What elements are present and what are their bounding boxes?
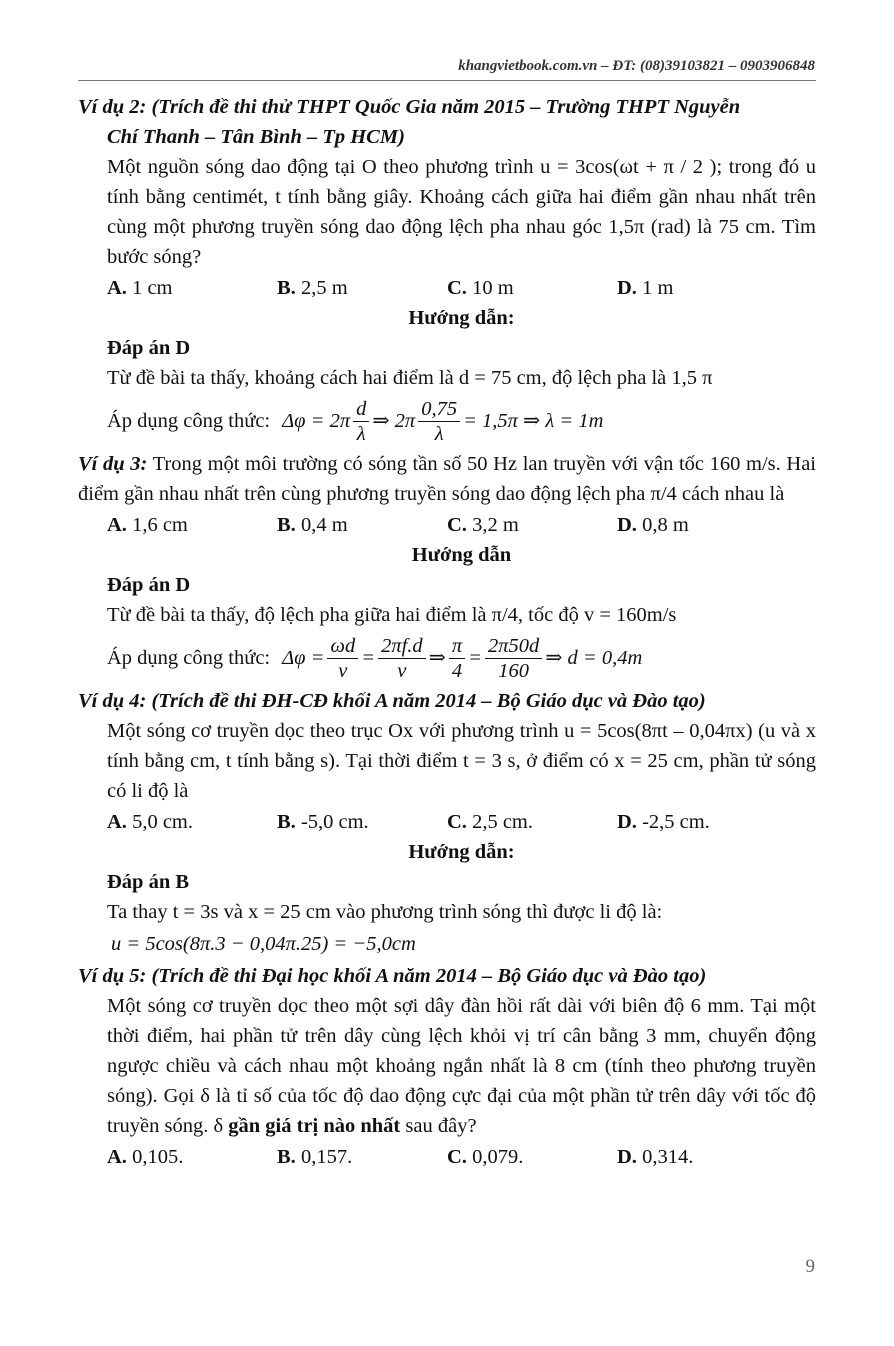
formula-part: = — [361, 647, 376, 669]
example-2-formula — [78, 393, 816, 449]
formula-part: Δφ = 2π — [282, 410, 351, 432]
formula-part: ⇒ — [428, 647, 446, 669]
formula-part: = — [468, 647, 482, 669]
emphasis-text: gần giá trị nào nhất — [228, 1115, 401, 1137]
example-4-formula: u = 5cos(8π.3 − 0,04π.25) = −5,0cm — [111, 933, 416, 955]
example-2-explanation: Từ đề bài ta thấy, khoảng cách hai điểm là d = 75 cm, độ lệch pha là 1,5 π — [107, 367, 713, 389]
fraction: $\frac{2\pi 50d}{160}$ — [485, 634, 542, 683]
option-d: D. -2,5 cm. — [617, 811, 710, 833]
option-c: C. 10 m — [447, 277, 514, 299]
example-4-body: Một sóng cơ truyền dọc theo trục Ox với phương trình u = 5cos(8πt – 0,04πx) (u và x tính bằng cm, t tính bằng s). Tại thời điểm t = 3 s, ở điểm có x = 25 cm, phần tử sóng có li độ là — [107, 720, 816, 802]
example-3-explanation: Từ đề bài ta thấy, độ lệch pha giữa hai điểm là π/4, tốc độ v = 160m/s — [107, 604, 677, 626]
page-number: 9 — [805, 1256, 815, 1277]
example-5-title: Ví dụ 5: (Trích đề thi Đại học khối A năm 2014 – Bộ Giáo dục và Đào tạo) — [78, 965, 707, 987]
page-header: khangvietbook.com.vn – ĐT: (08)39103821 – 0903906848 — [458, 58, 815, 74]
option-b: B. 0,157. — [277, 1146, 353, 1168]
example-2-guide-heading: Hướng dẫn: — [408, 307, 515, 329]
example-4-guide-heading: Hướng dẫn: — [408, 841, 515, 863]
formula-part: ⇒ 2π — [372, 410, 416, 432]
option-c: C. 0,079. — [447, 1146, 524, 1168]
example-2-body: Một nguồn sóng dao động tại O theo phương trình u = 3cos(ωt + π / 2 ); trong đó u tính bằng centimét, t tính bằng giây. Khoảng cách giữa hai điểm gần nhau nhất trên cùng một phương truyền sóng dao động lệch pha nhau góc 1,5π (rad) là 75 cm. Tìm bước sóng? — [107, 156, 816, 268]
option-c: C. 3,2 m — [447, 514, 519, 536]
option-d: D. 0,8 m — [617, 514, 689, 536]
example-2-title-line1: Ví dụ 2: (Trích đề thi thử THPT Quốc Gia năm 2015 – Trường THPT Nguyễn — [78, 96, 741, 118]
fraction: $\frac{\omega d}{v}$ — [327, 634, 358, 683]
example-2-options — [78, 273, 816, 303]
example-3-answer: Đáp án D — [107, 574, 191, 596]
option-d: D. 0,314. — [617, 1146, 694, 1168]
option-b: B. 0,4 m — [277, 514, 348, 536]
option-a: A. 0,105. — [107, 1146, 184, 1168]
example-3-formula — [78, 630, 816, 686]
example-5-options — [78, 1142, 816, 1172]
example-4-title: Ví dụ 4: (Trích đề thi ĐH-CĐ khối A năm 2014 – Bộ Giáo dục và Đào tạo) — [78, 690, 706, 712]
example-5-body: Một sóng cơ truyền dọc theo một sợi dây đàn hồi rất dài với biên độ 6 mm. Tại một thời điểm, hai phần tử trên dây cùng lệch khỏi vị trí cân bằng 3 mm, chuyển động ngược chiều và cách nhau một khoảng ngắn nhất là 8 cm (tính theo phương truyền sóng). Gọi δ là tỉ số của tốc độ dao động cực đại của một phần tử trên dây với tốc độ truyền sóng. δ gần giá trị nào nhất sau đây? — [107, 995, 816, 1137]
page-content — [78, 92, 816, 1172]
example-4-answer: Đáp án B — [107, 871, 190, 893]
fraction: $\frac{d}{\lambda}$ — [353, 397, 369, 446]
formula-label: Áp dụng công thức: — [107, 647, 271, 669]
example-3-options — [78, 510, 816, 540]
example-3-title: Ví dụ 3: — [78, 453, 148, 475]
header-divider — [78, 80, 816, 81]
example-2-title-line2: Chí Thanh – Tân Bình – Tp HCM) — [107, 126, 405, 148]
example-4-options — [78, 807, 816, 837]
option-a: A. 5,0 cm. — [107, 811, 193, 833]
example-3-guide-heading: Hướng dẫn — [411, 544, 512, 566]
example-2-answer: Đáp án D — [107, 337, 191, 359]
formula-part: Δφ = — [282, 647, 325, 669]
formula-label: Áp dụng công thức: — [107, 410, 271, 432]
example-3-intro — [78, 449, 816, 509]
example-4-explanation: Ta thay t = 3s và x = 25 cm vào phương trình sóng thì được li độ là: — [107, 901, 663, 923]
formula-part: = 1,5π ⇒ λ = 1m — [463, 410, 604, 432]
fraction: $\frac{\pi}{4}$ — [449, 634, 465, 683]
option-a: A. 1,6 cm — [107, 514, 188, 536]
fraction: $\frac{2\pi f.d}{v}$ — [378, 634, 426, 683]
option-d: D. 1 m — [617, 277, 674, 299]
example-3-body: Trong một môi trường có sóng tần số 50 Hz lan truyền với vận tốc 160 m/s. Hai điểm gần nhau nhất trên cùng phương truyền sóng dao động lệch pha π/4 cách nhau là — [78, 453, 816, 505]
option-b: B. 2,5 m — [277, 277, 348, 299]
option-a: A. 1 cm — [107, 277, 173, 299]
fraction: $\frac{0,75}{\lambda}$ — [418, 397, 460, 446]
option-c: C. 2,5 cm. — [447, 811, 533, 833]
formula-part: ⇒ d = 0,4m — [545, 647, 643, 669]
example-2-title — [78, 92, 816, 152]
option-b: B. -5,0 cm. — [277, 811, 369, 833]
